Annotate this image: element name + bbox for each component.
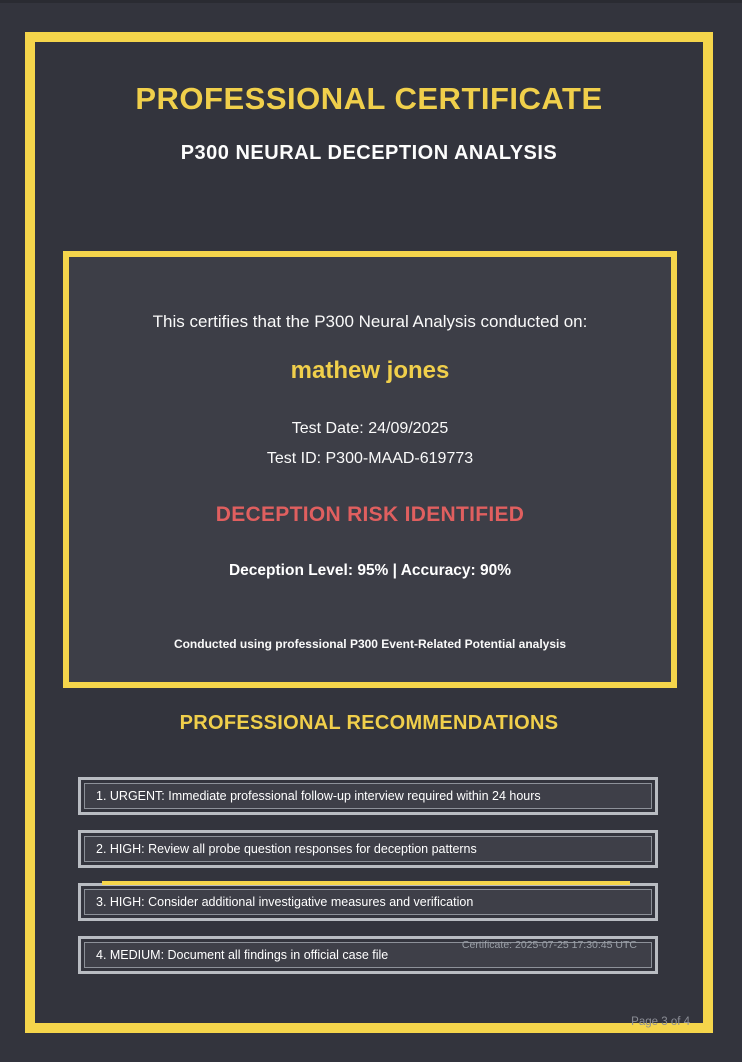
recommendation-text: 4. MEDIUM: Document all findings in official case file (84, 942, 652, 968)
page-indicator: Page 3 of 4 (631, 1016, 690, 1028)
deception-metrics: Deception Level: 95% | Accuracy: 90% (228, 562, 512, 579)
certification-panel (63, 251, 677, 688)
subject-name: mathew jones (290, 357, 450, 384)
certificate-title: PROFESSIONAL CERTIFICATE (135, 81, 603, 116)
top-edge-strip (0, 0, 742, 3)
method-note: Conducted using professional P300 Event-Related Potential analysis (173, 637, 567, 651)
certificate-subtitle: P300 NEURAL DECEPTION ANALYSIS (180, 142, 558, 164)
test-id: Test ID: P300-MAAD-619773 (266, 450, 474, 467)
recommendation-item (78, 830, 658, 868)
gold-accent-stripe (102, 881, 630, 885)
risk-status: DECEPTION RISK IDENTIFIED (215, 503, 525, 526)
certificate-timestamp: Certificate: 2025-07-25 17:30:45 UTC (461, 939, 637, 951)
recommendation-item (78, 777, 658, 815)
recommendations-heading: PROFESSIONAL RECOMMENDATIONS (179, 712, 559, 734)
recommendation-text: 3. HIGH: Consider additional investigative measures and verification (84, 889, 652, 915)
test-date: Test Date: 24/09/2025 (291, 420, 449, 437)
recommendation-text: 1. URGENT: Immediate professional follow-up interview required within 24 hours (84, 783, 652, 809)
recommendation-text: 2. HIGH: Review all probe question responses for deception patterns (84, 836, 652, 862)
recommendation-item (78, 883, 658, 921)
certification-intro: This certifies that the P300 Neural Analysis conducted on: (152, 312, 588, 331)
